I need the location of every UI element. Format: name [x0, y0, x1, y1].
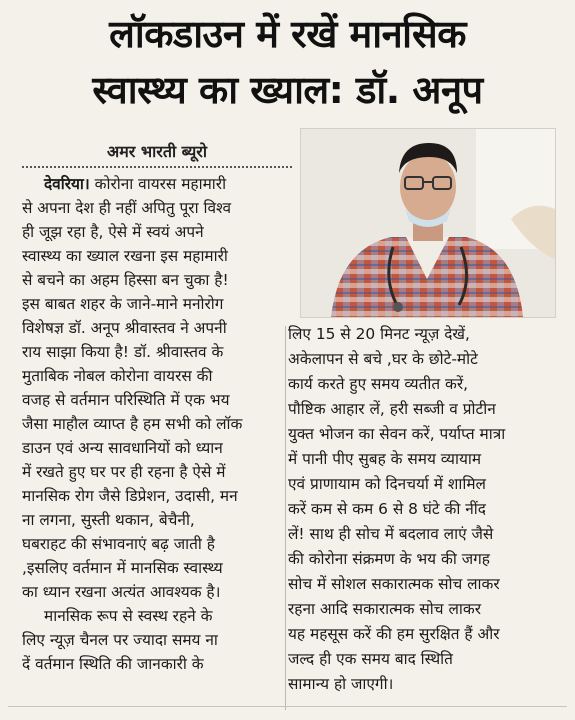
text-line: मानसिक रोग जैसे डिप्रेशन, उदासी, मन [22, 487, 238, 505]
text-line: विशेषज्ञ डॉ. अनूप श्रीवास्तव ने अपनी [22, 319, 227, 337]
text-line: अकेलापन से बचे ,घर के छोटे-मोटे [288, 350, 478, 368]
text-line: वजह से वर्तमान परिस्थिति में एक भय [22, 391, 230, 409]
text-line: इस बाबत शहर के जाने-माने मनोरोग [22, 295, 224, 313]
text-line: ही जूझ रहा है, ऐसे में स्वयं अपने [22, 223, 204, 241]
text-line: से बचने का अहम हिस्सा बन चुका है! [22, 271, 229, 289]
text-line: कोरोना वायरस महामारी [89, 175, 227, 193]
text-line: दें वर्तमान स्थिति की जानकारी के [22, 655, 204, 673]
text-line: सोच में सोशल सकारात्मक सोच लाकर [288, 575, 500, 593]
doctor-portrait-image [301, 129, 555, 317]
text-line: पौष्टिक आहार लें, हरी सब्जी व प्रोटीन [288, 400, 496, 418]
article-left-column [22, 172, 294, 676]
headline [8, 6, 567, 118]
text-line: मानसिक रूप से स्वस्थ रहने के [44, 607, 213, 625]
text-line: की कोरोना संक्रमण के भय की जगह [288, 550, 490, 568]
text-line: कार्य करते हुए समय व्यतीत करें, [288, 375, 469, 393]
text-line: यह महसूस करें की हम सुरक्षित हैं और [288, 625, 500, 643]
text-line: रहना आदि सकारात्मक सोच लाकर [288, 600, 481, 618]
text-line: घबराहट की संभावनाएं बढ़ जाती है [22, 535, 215, 553]
headline-line-2: स्वास्थ्य का ख्याल: डॉ. अनूप [92, 68, 483, 112]
text-line: डाउन एवं अन्य सावधानियों को ध्यान [22, 439, 223, 457]
text-line: ,इसलिए वर्तमान में मानसिक स्वास्थ्य [22, 559, 223, 577]
text-line: में रखते हुए घर पर ही रहना है ऐसे में [22, 463, 226, 481]
column-divider [285, 326, 286, 710]
paragraph-1 [22, 172, 294, 604]
dateline: देवरिया। [44, 175, 90, 193]
text-line: का ध्यान रखना अत्यंत आवश्यक है। [22, 583, 221, 601]
text-line: जैसा माहौल व्याप्त है हम सभी को लॉक [22, 415, 243, 433]
headline-line-1: लॉकडाउन में रखें मानसिक [109, 12, 466, 56]
text-line: मुताबिक नोबल कोरोना वायरस की [22, 367, 213, 385]
article-right-column [288, 322, 554, 697]
paragraph-continued [288, 322, 554, 697]
text-line: जल्द ही एक समय बाद स्थिति [288, 650, 453, 668]
text-line: राय साझा किया है! डॉ. श्रीवास्तव के [22, 343, 224, 361]
text-line: से अपना देश ही नहीं अपितु पूरा विश्व [22, 199, 232, 217]
text-line: ना लगना, सुस्ती थकान, बेचैनी, [22, 511, 195, 529]
text-line: लिए 15 से 20 मिनट न्यूज़ देखें, [288, 325, 470, 343]
text-line: में पानी पीए सुबह के समय व्यायाम [288, 450, 482, 468]
text-line: लें! साथ ही सोच में बदलाव लाएं जैसे [288, 525, 494, 543]
text-line: युक्त भोजन का सेवन करें, पर्याप्त मात्रा [288, 425, 506, 443]
text-line: एवं प्राणायाम को दिनचर्या में शामिल [288, 475, 486, 493]
text-line: करें कम से कम 6 से 8 घंटे की नींद [288, 500, 486, 518]
byline: अमर भारती ब्यूरो [106, 142, 207, 161]
doctor-photo [300, 128, 556, 318]
text-line: लिए न्यूज़ चैनल पर ज्यादा समय ना [22, 631, 218, 649]
text-line: सामान्य हो जाएगी। [288, 675, 394, 693]
byline-divider [22, 166, 292, 168]
text-line: स्वास्थ्य का ख्याल रखना इस महामारी [22, 247, 228, 265]
paragraph-2 [22, 604, 294, 676]
bottom-rule [8, 706, 567, 707]
